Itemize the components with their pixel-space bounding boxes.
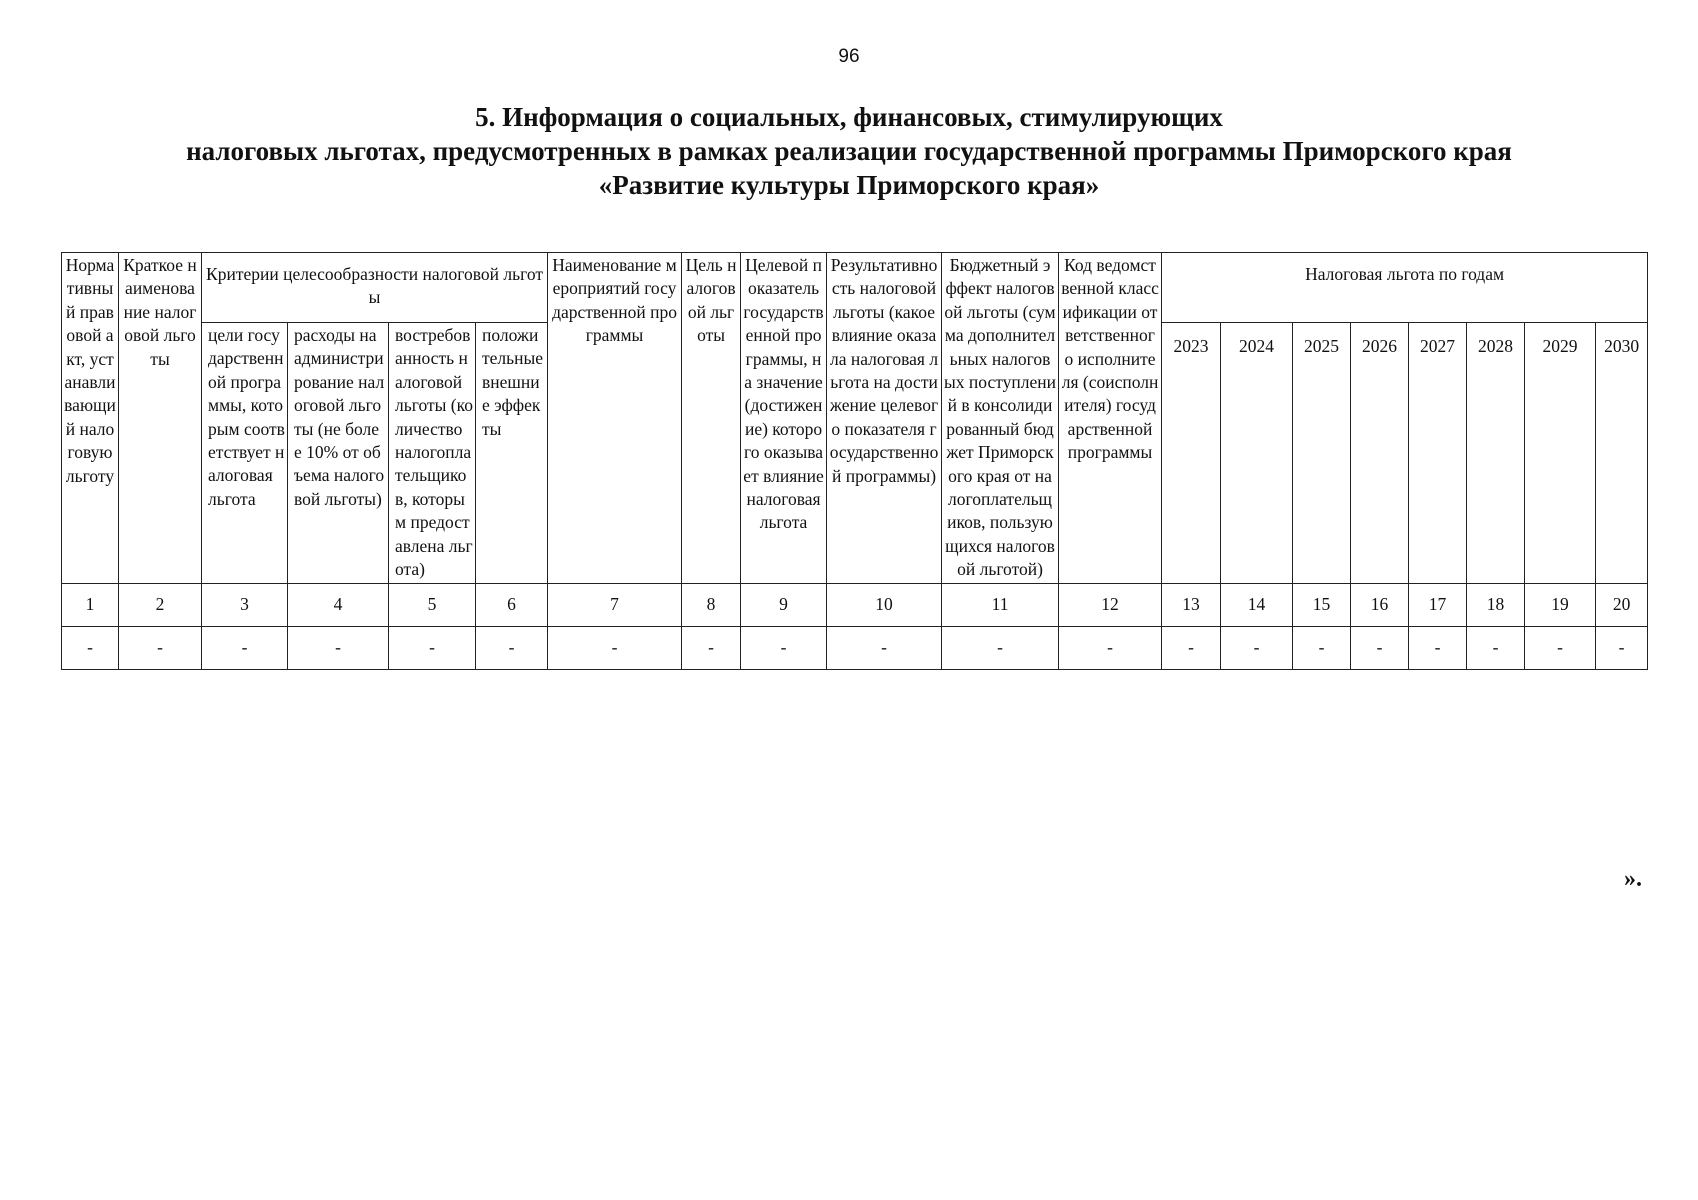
tax-benefits-table	[61, 252, 1648, 670]
section-title-line-1: 5. Информация о социальных, финансовых, стимулирующих	[475, 102, 1223, 132]
column-number: 1	[62, 583, 119, 626]
column-number: 10	[827, 583, 942, 626]
column-number: 8	[682, 583, 741, 626]
table-cell: -	[202, 626, 288, 669]
header-criteria-group: Критерии целесообразности налоговой льготы	[202, 253, 548, 323]
column-number: 13	[1162, 583, 1221, 626]
header-external-effects: положительные внешние эффекты	[476, 323, 548, 584]
header-year: 2025	[1293, 323, 1351, 584]
header-year: 2027	[1409, 323, 1467, 584]
table-header-row-1	[62, 253, 1648, 323]
header-normative-act: Нормативный правовой акт, устанавливающий налоговую льготу	[62, 253, 119, 584]
header-year: 2030	[1596, 323, 1648, 584]
header-year: 2024	[1221, 323, 1293, 584]
column-number-row	[62, 583, 1648, 626]
column-number: 4	[288, 583, 389, 626]
column-number: 14	[1221, 583, 1293, 626]
table-cell: -	[741, 626, 827, 669]
table-cell: -	[682, 626, 741, 669]
column-number: 20	[1596, 583, 1648, 626]
table-cell: -	[119, 626, 202, 669]
header-year: 2023	[1162, 323, 1221, 584]
column-number: 11	[942, 583, 1059, 626]
table-cell: -	[1221, 626, 1293, 669]
table-cell: -	[1293, 626, 1351, 669]
header-department-code: Код ведомственной классификации ответственного исполнителя (соисполнителя) государственной программы	[1059, 253, 1162, 584]
header-admin-costs: расходы на администрирование налоговой льготы (не более 10% от объема налоговой льготы)	[288, 323, 389, 584]
table-cell: -	[288, 626, 389, 669]
table-cell: -	[1596, 626, 1648, 669]
page-number: 96	[838, 46, 860, 67]
column-number: 5	[389, 583, 476, 626]
section-title	[60, 100, 1638, 202]
column-number: 19	[1525, 583, 1596, 626]
header-years-group: Налоговая льгота по годам	[1162, 253, 1648, 323]
table-cell: -	[548, 626, 682, 669]
column-number: 15	[1293, 583, 1351, 626]
table-cell: -	[1351, 626, 1409, 669]
column-number: 16	[1351, 583, 1409, 626]
column-number: 2	[119, 583, 202, 626]
header-year: 2028	[1467, 323, 1525, 584]
table-cell: -	[62, 626, 119, 669]
table-cell: -	[827, 626, 942, 669]
header-budget-effect: Бюджетный эффект налоговой льготы (сумма дополнительных налоговых поступлений в консолидированный бюджет Приморского края от налогоплательщиков, пользующихся налоговой льготой)	[942, 253, 1059, 584]
header-year: 2029	[1525, 323, 1596, 584]
table-cell: -	[476, 626, 548, 669]
header-effectiveness: Результативность налоговой льготы (какое влияние оказала налоговая льгота на достижение целевого показателя государственной программы)	[827, 253, 942, 584]
header-target-indicator: Целевой показатель государственной программы, на значение (достижение) которого оказывает влияние налоговая льгота	[741, 253, 827, 584]
section-title-line-3: «Развитие культуры Приморского края»	[598, 170, 1100, 200]
header-benefit-name: Краткое наименование налоговой льготы	[119, 253, 202, 584]
table-row	[62, 626, 1648, 669]
header-year: 2026	[1351, 323, 1409, 584]
table-cell: -	[1059, 626, 1162, 669]
table-cell: -	[1525, 626, 1596, 669]
header-benefit-goal: Цель налоговой льготы	[682, 253, 741, 584]
table-cell: -	[1409, 626, 1467, 669]
table-cell: -	[389, 626, 476, 669]
column-number: 3	[202, 583, 288, 626]
header-demand: востребованность налоговой льготы (количество налогоплательщиков, которым предоставлена льгота)	[389, 323, 476, 584]
column-number: 12	[1059, 583, 1162, 626]
column-number: 18	[1467, 583, 1525, 626]
table-cell: -	[1467, 626, 1525, 669]
header-program-activities: Наименование мероприятий государственной программы	[548, 253, 682, 584]
column-number: 17	[1409, 583, 1467, 626]
table-cell: -	[942, 626, 1059, 669]
section-title-line-2: налоговых льготах, предусмотренных в рамках реализации государственной программы Приморского края	[186, 136, 1512, 166]
column-number: 6	[476, 583, 548, 626]
header-program-goals: цели государственной программы, которым соответствует налоговая льгота	[202, 323, 288, 584]
closing-quote: ».	[1624, 866, 1642, 892]
column-number: 9	[741, 583, 827, 626]
table-cell: -	[1162, 626, 1221, 669]
column-number: 7	[548, 583, 682, 626]
